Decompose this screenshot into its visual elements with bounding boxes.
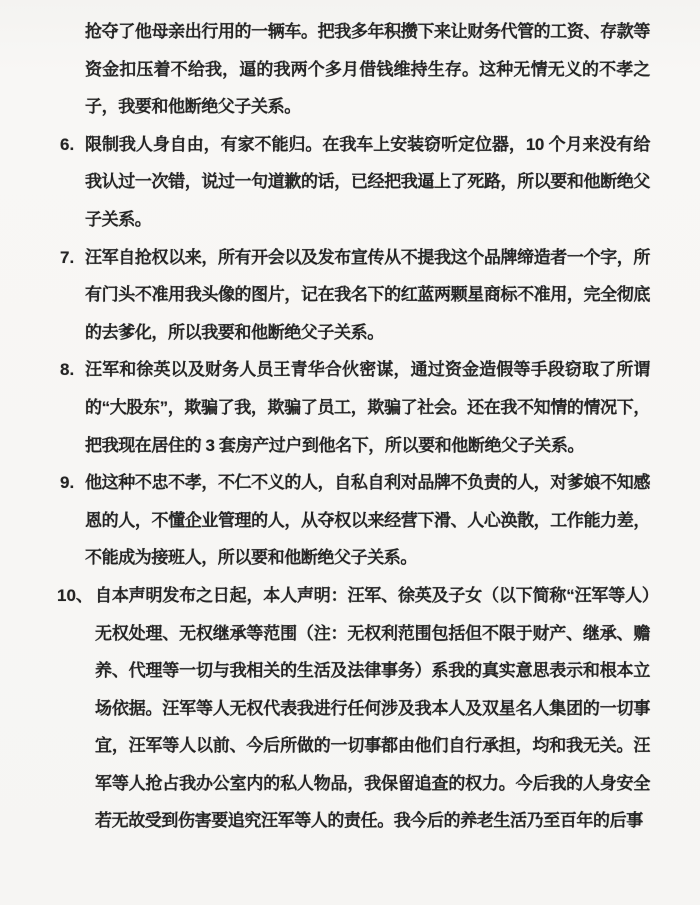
item-text: 汪军和徐英以及财务人员王青华合伙密谋，通过资金造假等手段窃取了所谓的“大股东”，欺骗了我，欺骗了员工，欺骗了社会。还在我不知情的情况下，把我现在居住的 3 套房产过户到他名下，所以要和他断绝父子关系。 <box>85 360 650 455</box>
item-number: 8. <box>60 360 75 380</box>
list-item-7 <box>60 239 650 352</box>
list-item-10 <box>57 577 650 840</box>
list-item-8 <box>60 351 650 464</box>
item-number: 6. <box>60 134 75 154</box>
item-number: 9. <box>60 473 75 493</box>
list-item-5-continuation <box>85 13 650 126</box>
item-number: 7. <box>60 247 75 267</box>
item-text: 抢夺了他母亲出行用的一辆车。把我多年积攒下来让财务代管的工资、存款等资金扣压着不给我，逼的我两个多月借钱维持生存。这种无情无义的不孝之子，我要和他断绝父子关系。 <box>85 22 650 117</box>
item-text: 限制我人身自由，有家不能归。在我车上安装窃听定位器，10 个月来没有给我认过一次错，说过一句道歉的话，已经把我逼上了死路，所以要和他断绝父子关系。 <box>85 134 650 229</box>
item-text: 他这种不忠不孝，不仁不义的人，自私自利对品牌不负责的人，对爹娘不知感恩的人，不懂企业管理的人，从夺权以来经营下滑、人心涣散，工作能力差，不能成为接班人，所以要和他断绝父子关系。 <box>85 473 650 568</box>
item-text: 汪军自抢权以来，所有开会以及发布宣传从不提我这个品牌缔造者一个字，所有门头不准用我头像的图片，记在我名下的红蓝两颗星商标不准用，完全彻底的去爹化，所以我要和他断绝父子关系。 <box>85 247 650 342</box>
item-text: 自本声明发布之日起，本人声明：汪军、徐英及子女（以下简称“汪军等人）无权处理、无权继承等范围（注：无权利范围包括但不限于财产、继承、赡养、代理等一切与我相关的生活及法律事务）系我的真实意思表示和根本立场依据。汪军等人无权代表我进行任何涉及我本人及双星名人集团的一切事宜，汪军等人以前、今后所做的一切事都由他们自行承担，均和我无关。汪军等人抢占我办公室内的私人物品，我保留追查的权力。今后我的人身安全若无故受到伤害要追究汪军等人的责任。我今后的养老生活乃至百年的后事 <box>95 585 650 831</box>
item-number: 10、 <box>57 585 93 605</box>
list-item-9 <box>60 464 650 577</box>
list-item-6 <box>60 126 650 239</box>
